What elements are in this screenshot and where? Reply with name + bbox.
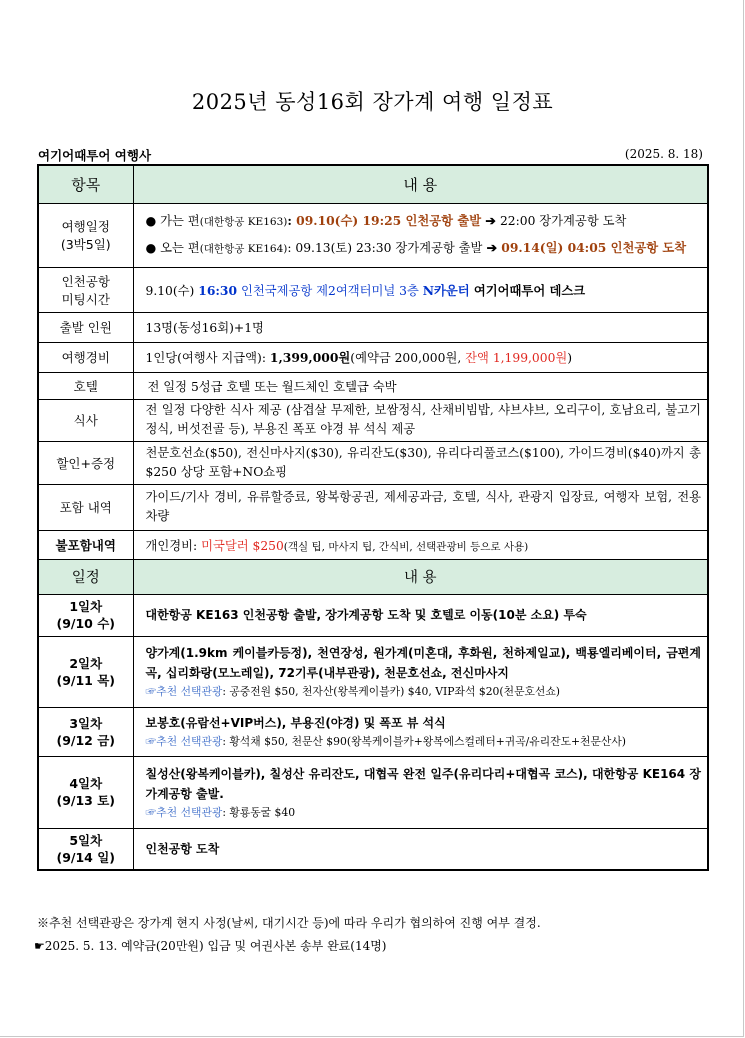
row-discount — [38, 441, 708, 484]
day4-label: 4일차 (9/13 토) — [38, 756, 133, 828]
row-meals — [38, 399, 708, 441]
row-excluded — [38, 530, 708, 559]
row-meeting — [38, 267, 708, 312]
outbound-flight: ● 가는 편(대한항공 KE163): 09.10(수) 19:25 인천공항 출발 ➔ 22:00 장가계공항 도착 — [145, 213, 627, 228]
discount-value: 천문호선쇼($50), 전신마사지($30), 유리잔도($30), 유리다리풀코스($100), 가이드경비($40)까지 총 $250 상당 포함+NO쇼핑 — [133, 441, 708, 484]
people-value: 13명(동성16회)+1명 — [133, 312, 708, 342]
excluded-value: 개인경비: 미국달러 $250(객실 팁, 마사지 팁, 간식비, 선택관광비 등으로 사용) — [133, 530, 708, 559]
schedule-row-day5 — [38, 828, 708, 870]
label-discount: 할인+증정 — [38, 441, 133, 484]
label-people: 출발 인원 — [38, 312, 133, 342]
label-cost: 여행경비 — [38, 342, 133, 372]
header-content: 내 용 — [133, 165, 708, 203]
schedule-row-day3 — [38, 707, 708, 756]
document-date: (2025. 8. 18) — [624, 147, 703, 161]
header-item: 항목 — [38, 165, 133, 203]
hotel-value: 전 일정 5성급 호텔 또는 월드체인 호텔급 숙박 — [133, 372, 708, 399]
label-itinerary: 여행일정 (3박5일) — [38, 203, 133, 267]
row-included — [38, 484, 708, 530]
return-flight: ● 오는 편(대한항공 KE164): 09.13(토) 23:30 장가계공항 출발 ➔ 09.14(일) 04:05 인천공항 도착 — [145, 240, 687, 255]
agency-name: 여기어때투어 여행사 — [38, 148, 152, 163]
day5-label: 5일차 (9/14 일) — [38, 828, 133, 870]
row-hotel — [38, 372, 708, 399]
row-people — [38, 312, 708, 342]
day1-label: 1일차 (9/10 수) — [38, 594, 133, 636]
schedule-row-day4 — [38, 756, 708, 828]
row-cost — [38, 342, 708, 372]
schedule-row-day1 — [38, 594, 708, 636]
day2-label: 2일차 (9/11 목) — [38, 636, 133, 707]
footnote-deposit: ☛2025. 5. 13. 예약금(20만원) 입금 및 여권사본 송부 완료(14명) — [34, 939, 387, 953]
day3-label: 3일차 (9/12 금) — [38, 707, 133, 756]
cost-value: 1인당(여행사 지급액): 1,399,000원(예약금 200,000원, 잔액 1,199,000원) — [133, 342, 708, 372]
label-meals: 식사 — [38, 399, 133, 441]
day5-content: 인천공항 도착 — [133, 828, 708, 870]
schedule-row-day2 — [38, 636, 708, 707]
itinerary-table — [37, 164, 709, 871]
label-included: 포함 내역 — [38, 484, 133, 530]
label-excluded: 불포함내역 — [38, 530, 133, 559]
day2-optional: ☞추천 선택관광: 공중전원 $50, 천자산(왕복케이블카) $40, VIP좌석 $20(천문호선쇼) — [145, 685, 560, 698]
day3-optional: ☞추천 선택관광: 황석채 $50, 천문산 $90(왕복케이블카+왕복에스컬레터+귀곡/유리잔도+천문산사) — [145, 735, 626, 748]
label-meeting: 인천공항 미팅시간 — [38, 267, 133, 312]
label-hotel: 호텔 — [38, 372, 133, 399]
day2-content: 양가계(1.9km 케이블카등정), 천연장성, 원가계(미혼대, 후화원, 천하제일교), 백룡엘리베이터, 금편계곡, 십리화랑(모노레일), 72기루(내부관광), 천문호선쇼, 전신마사지 ☞추천 선택관광: 공중전원 $50, 천자산(왕복케이블카) $40, VIP좌석 $20(천문호선쇼) — [133, 636, 708, 707]
meals-value: 전 일정 다양한 식사 제공 (삼겹살 무제한, 보쌈정식, 산채비빔밥, 샤브샤브, 오리구이, 호남요리, 불고기정식, 버섯전골 등), 부용진 폭포 야경 뷰 석식 제공 — [133, 399, 708, 441]
info-header-row — [38, 165, 708, 203]
schedule-header-row — [38, 559, 708, 594]
meeting-content: 9.10(수) 16:30 인천국제공항 제2여객터미널 3층 N카운터 여기어때투어 데스크 — [133, 267, 708, 312]
footnote-optional-tours: ※추천 선택관광은 장가계 현지 사정(날씨, 대기시간 등)에 따라 우리가 협의하여 진행 여부 결정. — [37, 916, 541, 930]
day3-content: 보봉호(유람선+VIP버스), 부용진(야경) 및 폭포 뷰 석식 ☞추천 선택관광: 황석채 $50, 천문산 $90(왕복케이블카+왕복에스컬레터+귀곡/유리잔도+천문산사) — [133, 707, 708, 756]
page-title: 2025년 동성16회 장가계 여행 일정표 — [191, 90, 554, 114]
header-schedule: 일정 — [38, 559, 133, 594]
day4-optional: ☞추천 선택관광: 황룡동굴 $40 — [145, 805, 296, 819]
included-value: 가이드/기사 경비, 유류할증료, 왕복항공권, 제세공과금, 호텔, 식사, 관광지 입장료, 여행자 보험, 전용 차량 — [133, 484, 708, 530]
itinerary-content — [133, 203, 708, 267]
row-itinerary — [38, 203, 708, 267]
header-schedule-content: 내 용 — [133, 559, 708, 594]
day4-content: 칠성산(왕복케이블카), 칠성산 유리잔도, 대협곡 완전 일주(유리다리+대협곡 코스), 대한항공 KE164 장가계공항 출발. ☞추천 선택관광: 황룡동굴 $40 — [133, 756, 708, 828]
day1-content: 대한항공 KE163 인천공항 출발, 장가계공항 도착 및 호텔로 이동(10분 소요) 투숙 — [133, 594, 708, 636]
